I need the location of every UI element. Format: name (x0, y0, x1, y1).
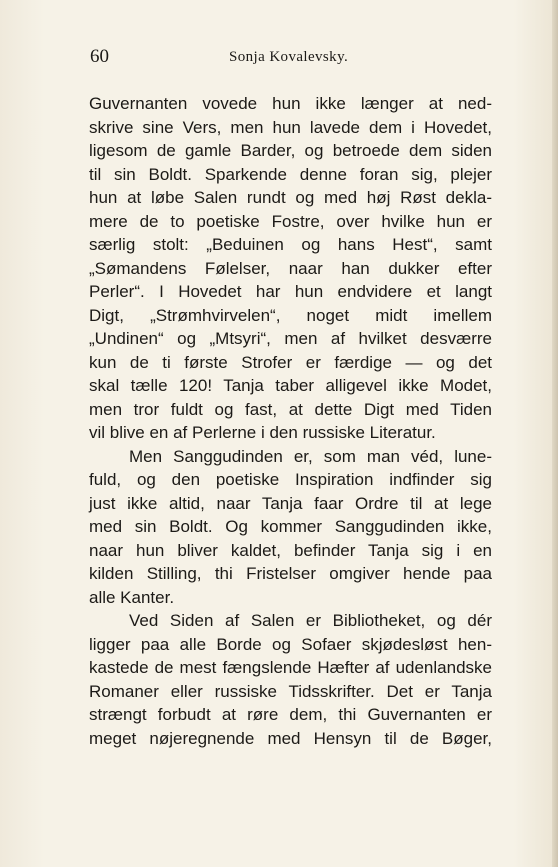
text-line: meget nøjeregnende med Hensyn til de Bøger, (89, 728, 492, 748)
text-line: mere de to poetiske Fostre, over hvilke hun er (89, 211, 492, 231)
text-line: kun de ti første Strofer er færdige — og det (89, 352, 492, 372)
body-text (89, 92, 492, 750)
text-line: hun at løbe Salen rundt og med høj Røst dekla- (89, 188, 492, 207)
text-line: med sin Boldt. Og kommer Sanggudinden ikke, (89, 517, 492, 536)
text-line: Perler“. I Hovedet har hun endvidere et langt (89, 282, 492, 301)
text-line: skrive sine Vers, men hun lavede dem i Hovedet, (89, 117, 492, 137)
text-line: „Sømandens Følelser, naar han dukker efter (89, 258, 492, 278)
text-line: til sin Boldt. Sparkende denne foran sig, plejer (89, 164, 492, 184)
text-line: strængt forbudt at røre dem, thi Guvernanten er (89, 705, 492, 724)
text-line: just ikke altid, naar Tanja faar Ordre til at lege (89, 493, 492, 513)
text-line: kastede de mest fængslende Hæfter af udenlandske (89, 658, 492, 677)
text-line: vil blive en af Perlerne i den russiske Literatur. (89, 423, 436, 442)
page-edge-shadow (552, 0, 558, 867)
text-line: Ved Siden af Salen er Bibliotheket, og dér (129, 611, 492, 630)
text-line: ligesom de gamle Barder, og betroede dem siden (89, 141, 492, 160)
text-line: skal tælle 120! Tanja taber alligevel ikke Modet, (89, 376, 492, 395)
text-line: særlig stolt: „Beduinen og hans Hest“, samt (89, 235, 492, 254)
text-line: ligger paa alle Borde og Sofaer skjødesløst hen- (89, 634, 492, 654)
text-line: Romaner eller russiske Tidsskrifter. Det er Tanja (89, 681, 492, 701)
page-header (90, 46, 490, 72)
text-line: men tror fuldt og fast, at dette Digt med Tiden (89, 399, 492, 419)
text-line: fuld, og den poetiske Inspiration indfinder sig (89, 470, 492, 489)
text-line: Digt, „Strømhvirvelen“, noget midt imellem (89, 305, 492, 325)
text-line: alle Kanter. (89, 587, 175, 607)
text-line: naar hun bliver kaldet, befinder Tanja sig i en (89, 540, 492, 560)
text-line: Guvernanten vovede hun ikke længer at ned- (89, 94, 492, 113)
text-line: „Undinen“ og „Mtsyri“, men af hvilket desværre (89, 329, 492, 348)
text-line: kilden Stilling, thi Fristelser omgiver hende paa (89, 564, 492, 583)
running-head: Sonja Kovalevsky. (229, 49, 349, 65)
page-number: 60 (90, 46, 109, 67)
text-line: Men Sanggudinden er, som man véd, lune- (129, 446, 492, 466)
